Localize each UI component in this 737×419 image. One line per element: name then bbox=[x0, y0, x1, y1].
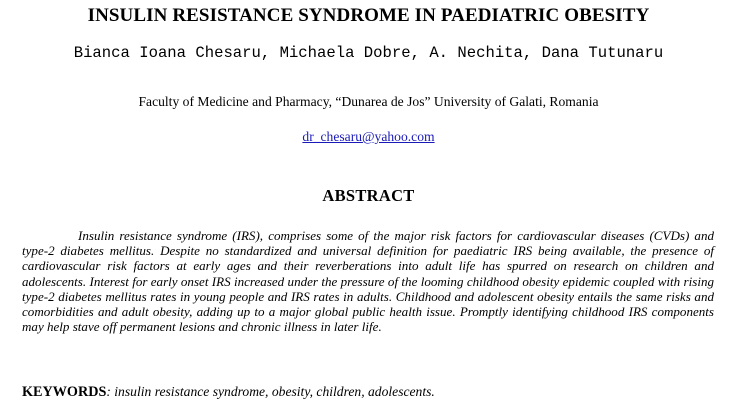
email-line bbox=[0, 129, 737, 145]
author-list: Bianca Ioana Chesaru, Michaela Dobre, A. Nechita, Dana Tutunaru bbox=[73, 44, 664, 62]
keywords-line bbox=[22, 384, 714, 401]
paper-title: INSULIN RESISTANCE SYNDROME IN PAEDIATRIC OBESITY bbox=[87, 5, 650, 26]
email-link[interactable]: dr_chesaru@yahoo.com bbox=[302, 129, 435, 144]
affiliation: Faculty of Medicine and Pharmacy, “Dunarea de Jos” University of Galati, Romania bbox=[138, 94, 599, 109]
abstract-heading: ABSTRACT bbox=[322, 186, 415, 205]
keywords-list: : insulin resistance syndrome, obesity, children, adolescents. bbox=[106, 384, 435, 399]
keywords-label: KEYWORDS bbox=[22, 384, 107, 400]
abstract-body: Insulin resistance syndrome (IRS), comprises some of the major risk factors for cardiovascular diseases (CVDs) and type-2 diabetes mellitus. Despite no standardized and universal definition for paediatric IRS being available, the presence of cardiovascular risk factors at early ages and their reverberations into adult life has spurred on research on children and adolescents. Interest for early onset IRS increased under the pressure of the looming childhood obesity epidemic coupled with rising type-2 diabetes mellitus rates in young people and IRS rates in adults. Childhood and adolescent obesity entails the same risks and comorbidities and adult obesity, adding up to a major global public health issue. Promptly identifying childhood IRS components may help stave off permanent lesions and chronic illness in later life. bbox=[22, 228, 714, 335]
